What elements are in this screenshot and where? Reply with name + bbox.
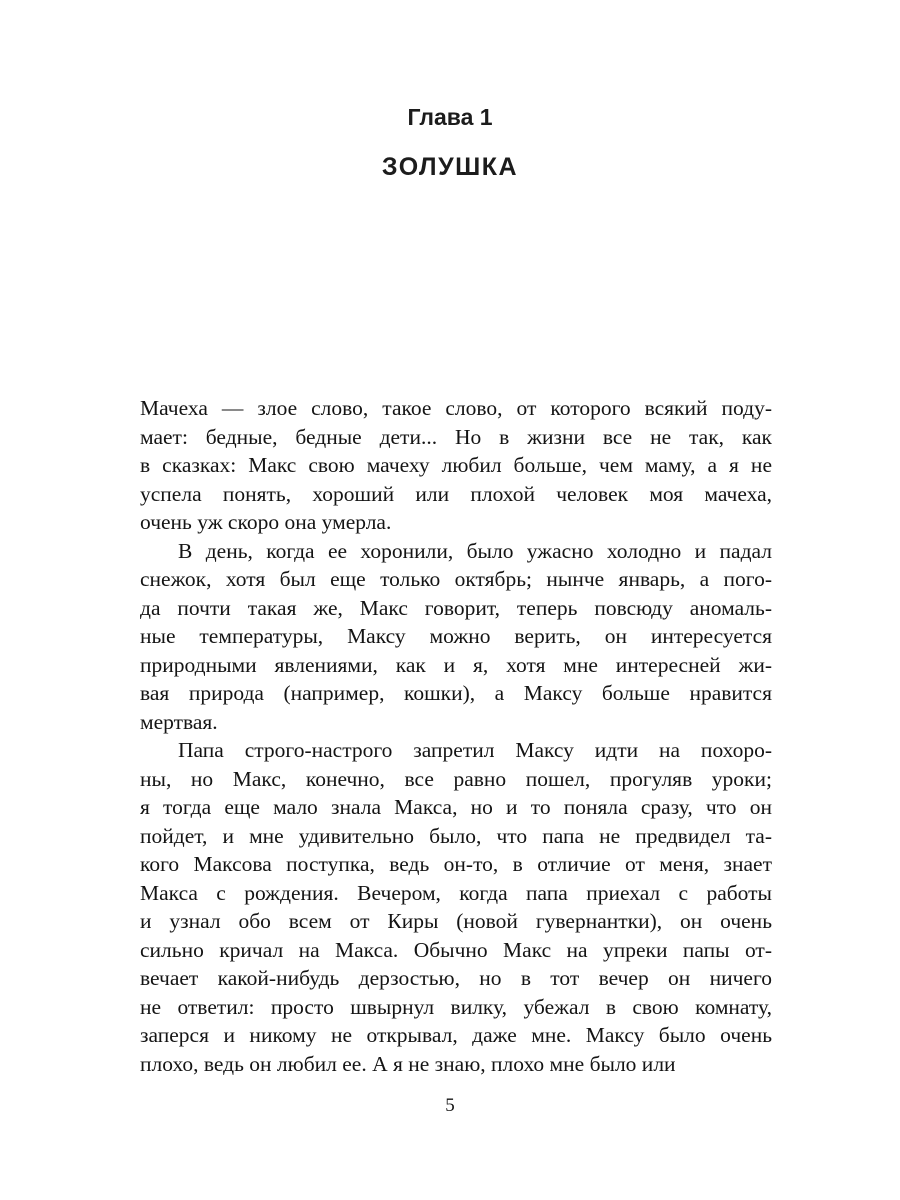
text-line: кого Максова поступка, ведь он-то, в отличие от меня, знает <box>140 852 772 876</box>
text-line: я тогда еще мало знала Макса, но и то поняла сразу, что он <box>140 795 772 819</box>
text-line: ны, но Макс, конечно, все равно пошел, прогуляв уроки; <box>140 766 772 791</box>
text-line: снежок, хотя был еще только октябрь; нынче январь, а пого- <box>140 567 772 591</box>
text-line: В день, когда ее хоронили, было ужасно холодно и падал <box>178 538 772 563</box>
text-line: ные температуры, Максу можно верить, он интересуется <box>140 624 772 648</box>
chapter-title: ЗОЛУШКА <box>381 153 519 181</box>
text-line: в сказках: Макс свою мачеху любил больше, чем маму, а я не <box>140 453 772 477</box>
body-text <box>140 394 772 1078</box>
text-line: успела понять, хороший или плохой человек моя мачеха, <box>140 481 772 506</box>
text-line: мертвая. <box>140 709 218 734</box>
text-line: заперся и никому не открывал, даже мне. Максу было очень <box>140 1023 772 1047</box>
chapter-label: Глава 1 <box>407 104 493 130</box>
text-line: пойдет, и мне удивительно было, что папа не предвидел та- <box>140 823 772 848</box>
text-line: плохо, ведь он любил ее. А я не знаю, плохо мне было или <box>140 1051 676 1076</box>
text-line: природными явлениями, как и я, хотя мне интересней жи- <box>140 652 772 677</box>
text-line: очень уж скоро она умерла. <box>140 510 392 534</box>
text-line: вечает какой-нибудь дерзостью, но в тот вечер он ничего <box>140 966 772 990</box>
text-line: да почти такая же, Макс говорит, теперь повсюду аномаль- <box>140 595 772 620</box>
text-line: мает: бедные, бедные дети... Но в жизни все не так, как <box>140 424 772 449</box>
text-line: не ответил: просто швырнул вилку, убежал в свою комнату, <box>140 994 772 1019</box>
text-line: Мачеха — злое слово, такое слово, от которого всякий поду- <box>140 396 772 420</box>
text-line: и узнал обо всем от Киры (новой гувернантки), он очень <box>140 909 772 933</box>
text-line: Макса с рождения. Вечером, когда папа приехал с работы <box>140 880 772 905</box>
text-line: сильно кричал на Макса. Обычно Макс на упреки папы от- <box>140 937 772 962</box>
text-line: вая природа (например, кошки), а Максу больше нравится <box>140 681 772 705</box>
text-line: Папа строго-настрого запретил Максу идти на похоро- <box>178 738 772 762</box>
page-number: 5 <box>445 1095 455 1116</box>
